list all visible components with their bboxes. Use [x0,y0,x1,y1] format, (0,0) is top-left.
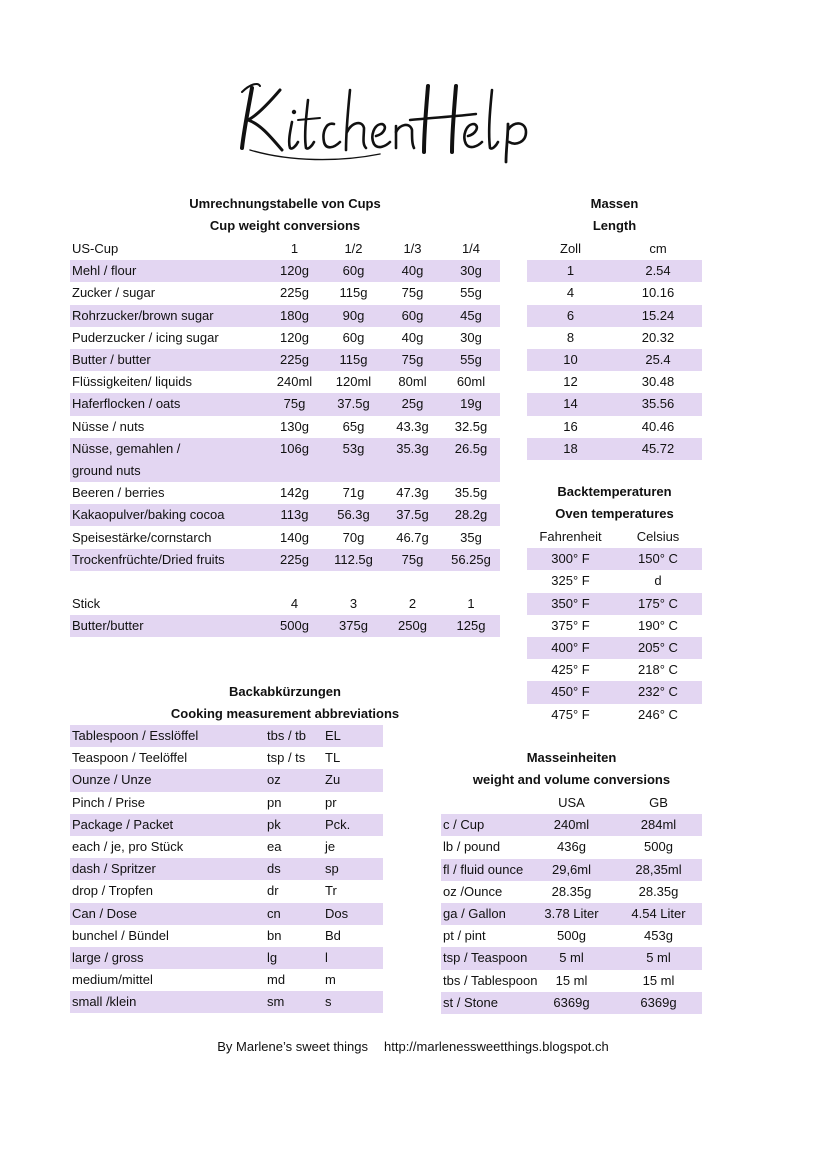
length-row [527,260,702,282]
abbr-de: je [325,839,336,855]
length-cm: 15.24 [614,305,702,327]
cups-row [70,305,500,327]
weights-row [441,814,702,836]
abbr-row [70,858,383,880]
cups-row [70,260,500,282]
abbr-de: Dos [323,903,383,925]
oven-header-row [527,526,702,548]
oven-fahrenheit: 425° F [551,662,590,678]
cups-ingredient: Mehl / flour [70,260,265,282]
cups-header-cell: 1/2 [344,241,363,257]
oven-title-en: Oven temperatures [555,506,674,521]
cups-value: 125g [442,615,500,637]
cups-value: 37.5g [324,393,383,415]
cups-value: 28.2g [442,504,500,526]
abbr-term: Pinch / Prise [72,794,145,810]
cups-value [265,571,324,593]
length-header-row [527,238,702,260]
oven-row [527,659,702,681]
oven-fahrenheit: 325° F [551,573,590,589]
abbr-de: s [323,991,383,1013]
cups-value: 43.3g [396,418,429,434]
length-conversion-table [527,238,702,460]
cups-ingredient: Kakaopulver/baking cocoa [70,504,265,526]
cups-row [70,593,500,615]
weights-row [441,836,702,858]
cups-row [70,549,500,571]
length-row [527,416,702,438]
cups-value: 2 [408,596,417,612]
weights-gb: 6369g [615,992,702,1014]
length-title-de: Massen [590,196,639,211]
weights-row [441,903,702,925]
cups-value: 3 [349,596,358,612]
weights-unit: tbs / Tablespoon [443,972,538,988]
cups-header-cell: 1/4 [461,241,481,257]
length-row [527,282,702,304]
abbr-en: pn [267,794,282,810]
abbr-title-en: Cooking measurement abbreviations [170,706,400,721]
cups-value: 35.3g [383,438,442,460]
weights-unit: c / Cup [441,814,528,836]
cups-value: 90g [324,305,383,327]
cups-header-cell: US-Cup [72,241,119,257]
length-row [527,371,702,393]
cups-value: 60g [342,329,365,345]
weights-unit: st / Stone [441,992,528,1014]
cups-row [70,460,500,482]
abbr-term: large / gross [70,947,265,969]
oven-celsius: 150° C [614,548,702,570]
oven-temperature-table [527,526,702,726]
weights-usa: 15 ml [555,972,588,988]
weights-unit: lb / pound [443,839,501,855]
length-inch: 16 [563,418,578,434]
oven-fahrenheit: 375° F [551,617,590,633]
abbr-en: md [267,972,286,988]
cups-ingredient: Speisestärke/cornstarch [72,529,212,545]
weights-row [441,925,702,947]
cups-value: 19g [442,393,500,415]
cups-value: 56.3g [324,504,383,526]
cups-ingredient: Flüssigkeiten/ liquids [72,374,192,390]
cups-row [70,438,500,460]
cups-value: 80ml [398,374,427,390]
oven-celsius: d [654,573,662,589]
length-header-cell: cm [649,241,667,257]
cups-value: 55g [442,349,500,371]
cups-value: 53g [324,438,383,460]
footer-url[interactable]: http://marlenessweetthings.blogspot.ch [384,1039,609,1054]
weights-gb: 4.54 Liter [615,903,702,925]
cup-conversion-table [70,238,500,637]
weights-unit: pt / pint [443,928,486,944]
cups-value: 56.25g [442,549,500,571]
cups-value: 120g [265,260,324,282]
abbr-term: medium/mittel [72,972,153,988]
oven-row [527,593,702,615]
oven-row [527,615,702,637]
cups-value: 37.5g [383,504,442,526]
oven-header-cell: Fahrenheit [539,529,602,545]
cups-header-cell: 1/3 [403,241,422,257]
weights-usa: 6369g [528,992,615,1014]
abbr-term: Teaspoon / Teelöffel [72,750,188,766]
cups-row [70,349,500,371]
abbr-row [70,814,383,836]
oven-fahrenheit: 350° F [527,593,614,615]
weights-unit: oz /Ounce [443,883,503,899]
weights-usa: 29,6ml [528,859,615,881]
length-row [527,349,702,371]
cups-value: 55g [460,285,482,301]
weights-title-en: weight and volume conversions [472,772,671,787]
cups-header-cell: 1 [290,241,299,257]
oven-celsius: 232° C [614,681,702,703]
footer [0,1036,826,1058]
weights-gb: 5 ml [615,947,702,969]
length-row [527,327,702,349]
abbr-en: cn [265,903,323,925]
weights-row [441,947,702,969]
cups-row [70,615,500,637]
cups-value: 142g [280,485,309,501]
abbr-de: l [323,947,383,969]
cups-value: 113g [265,504,324,526]
oven-header-cell: Celsius [636,529,680,545]
cups-value: 32.5g [454,418,488,434]
abbr-en: pk [265,814,323,836]
oven-row [527,681,702,703]
cups-value [265,460,324,482]
cups-value: 70g [342,529,365,545]
cups-row [70,482,500,504]
weights-row [441,970,702,992]
cups-value [324,571,383,593]
cups-value: 40g [383,260,442,282]
abbr-row [70,991,383,1013]
abbr-title-de: Backabkürzungen [229,684,341,699]
cups-value: 35g [460,529,482,545]
oven-row [527,548,702,570]
weights-row [441,992,702,1014]
length-cm: 45.72 [614,438,702,460]
cups-value: 60g [324,260,383,282]
cups-value: 75g [383,349,442,371]
cups-value: 75g [265,393,324,415]
length-title-en: Length [592,218,637,233]
weights-usa: 240ml [528,814,615,836]
length-inch: 18 [527,438,614,460]
length-cm: 2.54 [614,260,702,282]
cups-value: 45g [442,305,500,327]
cups-value: 140g [280,529,309,545]
cups-ingredient: Haferflocken / oats [70,393,265,415]
weights-usa: 3.78 Liter [528,903,615,925]
abbr-de: Zu [323,769,383,791]
length-cm: 10.16 [641,285,675,301]
length-cm: 25.4 [614,349,702,371]
cups-row [70,393,500,415]
length-inch: 14 [527,393,614,415]
cups-row [70,371,500,393]
abbr-en: bn [267,927,282,943]
cups-header-row [70,238,500,260]
cups-ingredient: Nüsse / nuts [72,418,145,434]
oven-celsius: 246° C [638,706,678,722]
cups-value: 120g [280,329,309,345]
cups-value: 47.3g [396,485,429,501]
weights-gb: 15 ml [642,972,675,988]
cups-ingredient: Stick [72,596,101,612]
kitchen-help-script-logo [230,70,550,165]
cups-value: 71g [342,485,365,501]
oven-celsius: 218° C [638,662,678,678]
cups-value [442,571,500,593]
abbr-en: ea [267,839,282,855]
cups-value: 120ml [335,374,372,390]
abbr-de: Bd [325,927,341,943]
weights-gb: 453g [644,928,673,944]
weights-usa: 28.35g [551,883,592,899]
length-inch: 12 [563,374,578,390]
cups-value: 4 [290,596,299,612]
cups-value [442,460,500,482]
oven-celsius: 190° C [638,617,678,633]
weights-usa: 5 ml [528,947,615,969]
cups-row [70,571,500,593]
weights-gb: 28,35ml [615,859,702,881]
weights-gb: 28.35g [638,883,679,899]
weights-header-cell [441,792,528,814]
length-inch: 6 [527,305,614,327]
abbr-de: sp [323,858,383,880]
oven-title-de: Backtemperaturen [557,484,672,499]
abbr-row [70,769,383,791]
cups-ingredient: Puderzucker / icing sugar [72,329,219,345]
cups-row [70,504,500,526]
cups-ingredient: ground nuts [70,460,265,482]
length-inch: 10 [527,349,614,371]
weights-unit: tsp / Teaspoon [441,947,528,969]
cups-ingredient: Beeren / berries [72,485,165,501]
abbr-row [70,947,383,969]
footer-author: By Marlene’s sweet things [217,1039,369,1054]
cups-ingredient: Zucker / sugar [72,285,156,301]
length-inch: 1 [527,260,614,282]
oven-fahrenheit: 400° F [527,637,614,659]
abbr-de: Pck. [323,814,383,836]
cups-value: 30g [460,329,482,345]
cups-value: 106g [265,438,324,460]
length-row [527,393,702,415]
cups-value: 1 [467,596,475,612]
weights-row [441,859,702,881]
abbr-en: sm [265,991,323,1013]
cups-value: 35.5g [454,485,488,501]
abbr-de: m [325,972,336,988]
weights-header-cell: GB [649,795,668,811]
oven-row [527,570,702,592]
cups-ingredient [70,571,265,593]
cups-ingredient: Rohrzucker/brown sugar [70,305,265,327]
oven-celsius: 175° C [614,593,702,615]
abbr-term: Tablespoon / Esslöffel [70,725,265,747]
cups-value: 375g [324,615,383,637]
cups-row [70,416,500,438]
abbr-term: small /klein [70,991,265,1013]
cups-value: 225g [265,549,324,571]
abbr-row [70,792,383,814]
abbr-de: Tr [325,883,337,899]
abbr-row [70,925,383,947]
abbr-row [70,725,383,747]
oven-row [527,704,702,726]
cups-ingredient: Butter / butter [70,349,265,371]
cups-value [383,460,442,482]
oven-fahrenheit: 450° F [527,681,614,703]
abbr-en: lg [265,947,323,969]
cups-value: 240ml [276,374,313,390]
length-cm: 20.32 [641,329,675,345]
abbr-term: bunchel / Bündel [72,927,169,943]
abbr-en: tsp / ts [267,750,306,766]
abbr-de: pr [325,794,337,810]
cups-ingredient: Butter/butter [70,615,265,637]
cups-row [70,282,500,304]
cups-value: 115g [324,349,383,371]
cups-value: 225g [280,285,309,301]
abbr-term: Package / Packet [70,814,265,836]
cups-value: 65g [342,418,365,434]
weights-header-cell: USA [558,795,585,811]
weights-unit: fl / fluid ounce [441,859,528,881]
cups-value: 250g [383,615,442,637]
oven-celsius: 205° C [614,637,702,659]
abbr-term: drop / Tropfen [72,883,153,899]
length-inch: 8 [566,329,575,345]
cups-value: 75g [383,549,442,571]
abbr-term: each / je, pro Stück [72,839,184,855]
length-cm: 30.48 [641,374,675,390]
cups-value: 180g [265,305,324,327]
abbr-de: EL [323,725,383,747]
cups-value: 75g [401,285,424,301]
weights-usa: 500g [557,928,586,944]
oven-fahrenheit: 300° F [527,548,614,570]
cups-ingredient: Nüsse, gemahlen / [70,438,265,460]
abbr-de: TL [325,750,341,766]
length-cm: 40.46 [641,418,675,434]
abbreviation-table [70,725,383,1013]
abbr-term: Ounze / Unze [70,769,265,791]
abbr-row [70,903,383,925]
weights-row [441,881,702,903]
abbr-row [70,880,383,902]
weights-gb: 284ml [615,814,702,836]
abbr-row [70,836,383,858]
abbr-row [70,747,383,769]
length-inch: 4 [566,285,575,301]
cups-title-de: Umrechnungstabelle von Cups [189,196,381,211]
cups-value: 26.5g [442,438,500,460]
weight-volume-table [441,792,702,1014]
length-row [527,438,702,460]
cups-title-en: Cup weight conversions [209,218,361,233]
weights-gb: 500g [644,839,673,855]
kitchen-help-logo [230,70,550,165]
abbr-en: oz [265,769,323,791]
cups-value: 500g [265,615,324,637]
cups-row [70,526,500,548]
cups-value [324,460,383,482]
oven-row [527,637,702,659]
abbr-term: dash / Spritzer [70,858,265,880]
weights-unit: ga / Gallon [441,903,528,925]
cups-value: 40g [401,329,424,345]
weights-usa: 436g [557,839,586,855]
weights-header-row [441,792,702,814]
weights-title-de: Masseinheiten [526,750,617,765]
abbr-row [70,969,383,991]
length-cm: 35.56 [614,393,702,415]
length-header-cell: Zoll [560,241,581,257]
cups-value [383,571,442,593]
cups-value: 25g [383,393,442,415]
abbr-en: tbs / tb [265,725,323,747]
abbr-term: Can / Dose [70,903,265,925]
cups-value: 225g [265,349,324,371]
cups-value: 60g [383,305,442,327]
abbr-en: ds [265,858,323,880]
cups-value: 46.7g [396,529,429,545]
length-row [527,305,702,327]
cups-value: 112.5g [324,549,383,571]
cups-value: 30g [442,260,500,282]
cups-ingredient: Trockenfrüchte/Dried fruits [70,549,265,571]
cups-value: 130g [280,418,309,434]
cups-value: 60ml [456,374,486,390]
cups-row [70,327,500,349]
oven-fahrenheit: 475° F [551,706,590,722]
cups-value: 115g [339,285,368,301]
abbr-en: dr [267,883,279,899]
